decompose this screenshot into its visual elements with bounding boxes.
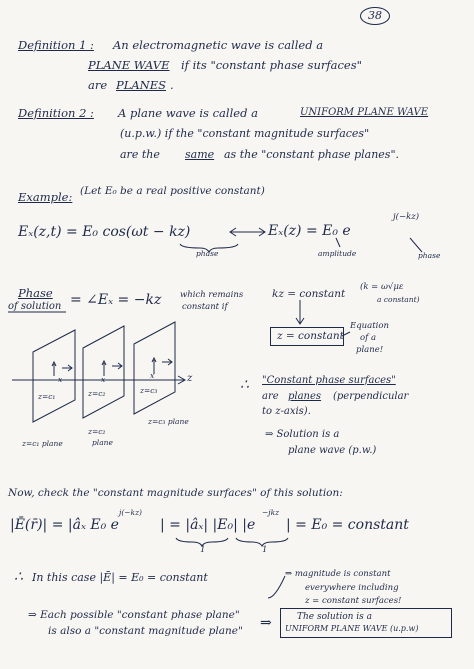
final-arrow: ⇒ (260, 615, 272, 631)
diagram-z-axis-label: z (187, 373, 193, 384)
z-constant-text: z = constant (277, 330, 344, 342)
page-number: 38 (360, 7, 390, 25)
conclusion-1-line-2b: planes (288, 391, 322, 402)
case-row-3: z = constant surfaces! (305, 596, 402, 606)
diagram-z-c2: z=c₂ (88, 389, 106, 398)
diagram-x-label-1: x (58, 375, 63, 384)
example-eq-right: Eₓ(z) = E₀ e (268, 223, 351, 239)
definition-2-line-2: (u.p.w.) if the "constant magnitude surfaces" (120, 127, 370, 140)
therefore-1: ∴ (240, 377, 249, 393)
brace-2 (236, 538, 288, 546)
final-line-1: ⇒ Each possible "constant phase plane" (28, 609, 240, 621)
upw-box-line-2: UNIFORM PLANE WAVE (u.p.w) (285, 624, 419, 633)
conclusion-1-line-4: ⇒ Solution is a (265, 429, 340, 440)
conclusion-1-line-2a: are (262, 391, 279, 402)
definition-2-line-3a: are the (120, 148, 160, 161)
definition-2-label: Definition 2 : (18, 106, 94, 120)
magnitude-eq-2-exp: −jkz (262, 508, 280, 517)
magnitude-eq-3: | = E₀ = constant (286, 517, 409, 533)
phase-which-2: constant if (182, 302, 228, 312)
diagram-plane-3: z=c₃ plane (148, 417, 189, 426)
example-eq-exponent: j(−kz) (393, 212, 420, 222)
upw-box-line-1: The solution is a (297, 612, 372, 622)
definition-1-label: Definition 1 : (18, 38, 94, 52)
equation-of-plane-2: of a (360, 333, 377, 343)
magnitude-eq-1-exp: j(−kz) (119, 508, 142, 517)
conclusion-1-line-1: "Constant phase surfaces" (262, 375, 396, 386)
diagram-plane-1: z=c₁ plane (22, 439, 63, 448)
diagram-x-label-2: x (101, 375, 106, 384)
diagram-plane-2a: z=c₂ (88, 427, 106, 436)
definition-1-end: . (170, 78, 174, 92)
phase-label-2: of solution (8, 301, 62, 312)
unit-magnitude-1: 1 (200, 545, 206, 555)
magnitude-eq-2: | = |âₓ| |E₀| |e (160, 517, 256, 533)
phase-which-1: which remains (180, 290, 244, 300)
brace-1 (176, 538, 228, 546)
example-label: Example: (18, 190, 73, 204)
phase-brace (180, 244, 238, 252)
definition-2-same: same (185, 148, 215, 161)
case-arrow-text: ⇒ magnitude is constant (285, 569, 391, 579)
amplitude-label: amplitude (318, 249, 357, 258)
unit-magnitude-2: 1 (262, 545, 268, 555)
phase-brace-label: phase (196, 249, 219, 258)
case-row-2: everywhere including (305, 583, 399, 593)
definition-2-text: A plane wave is called a (118, 106, 258, 120)
case-text: In this case |Ē| = E₀ = constant (32, 571, 208, 584)
definition-1-text-2: if its "constant phase surfaces" (181, 58, 362, 72)
equation-of-plane-3: plane! (356, 345, 384, 355)
final-line-2: is also a "constant magnitude plane" (48, 625, 243, 637)
diagram-plane-2b: plane (92, 438, 113, 447)
example-note: (Let E₀ be a real positive constant) (80, 185, 265, 197)
k-note: a constant) (377, 295, 420, 304)
diagram-z-c3: z=c₃ (140, 386, 158, 395)
phase-equation: = ∠Eₓ = −kz (70, 292, 162, 308)
equation-of-plane-1: Equation (350, 321, 389, 331)
diagram-z-c1: z=c₁ (38, 392, 56, 401)
therefore-2: ∴ (14, 569, 23, 585)
conclusion-1-line-3: to z-axis). (262, 406, 311, 417)
definition-2-line-3b: as the "constant phase planes". (224, 148, 400, 161)
phase-label-1: Phase (18, 286, 53, 300)
conclusion-1-line-2c: (perpendicular (333, 391, 409, 402)
phase-label-right: phase (418, 251, 441, 260)
kz-constant: kz = constant (272, 288, 346, 300)
definition-1-term: PLANE WAVE (88, 58, 170, 72)
definition-1-text-3: are (88, 78, 108, 92)
diagram-x-label-3: x (150, 371, 155, 380)
k-definition: (k = ω√με (360, 282, 404, 292)
magnitude-eq-1: |Ē(r̄)| = |âₓ E₀ e (10, 517, 119, 533)
check-line: Now, check the "constant magnitude surfaces" of this solution: (8, 487, 343, 499)
conclusion-1-line-5: plane wave (p.w.) (288, 445, 377, 456)
definition-2-term: UNIFORM PLANE WAVE (300, 107, 429, 118)
definition-1-term-2: PLANES (116, 78, 167, 92)
definition-1-text: An electromagnetic wave is called a (113, 38, 324, 52)
example-eq-left: Eₓ(z,t) = E₀ cos(ωt − kz) (18, 224, 191, 240)
